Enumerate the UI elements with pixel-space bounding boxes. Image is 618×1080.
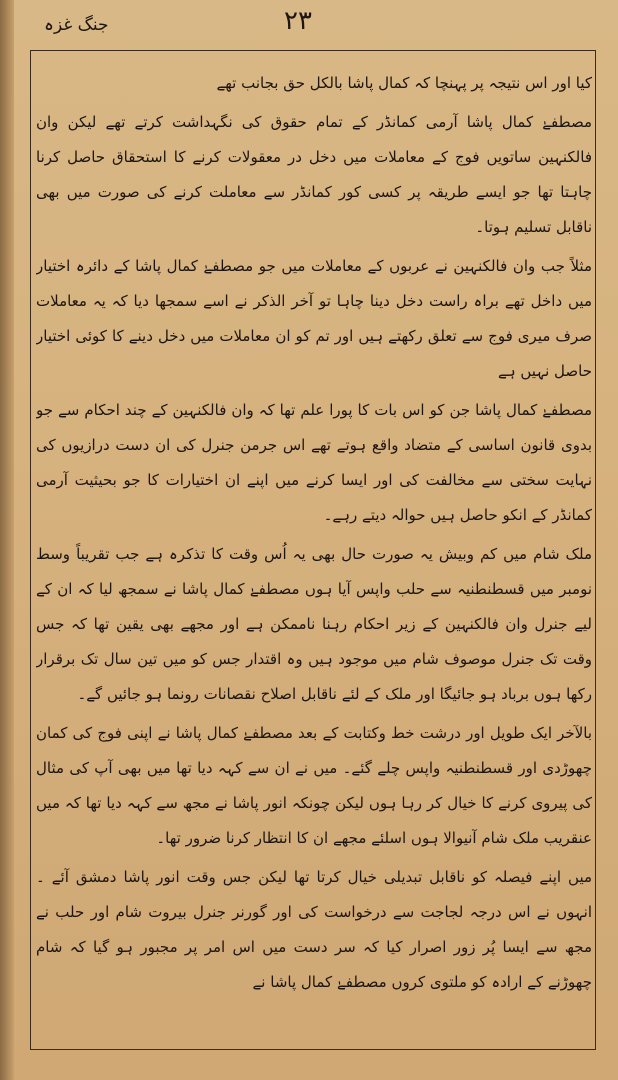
paragraph: مثلاً جب وان فالکنہین نے عربوں کے معاملات میں جو مصطفےٰ کمال پاشا کے دائرہ اختیار میں داخل تھے براہ راست دخل دینا چاہا تو آخر الذکر نے اسے سمجھا دیا کہ یہ معاملات صرف میری فوج سے تعلق رکھتے ہیں اور تم کو ان معاملات میں دخل دینے کا کوئی اختیار حاصل نہیں ہے: [36, 257, 592, 380]
paragraph: میں اپنے فیصلہ کو ناقابل تبدیلی خیال کرتا تھا لیکن جس وقت انور پاشا دمشق آئے ۔ انہوں نے اس درجہ لجاجت سے درخواست کی اور گورنر جنرل بیروت شام اور حلب نے مجھ سے ایسا پُر زور اصرار کیا کہ سر دست میں اس امر پر مجبور ہو گیا کہ شام چھوڑنے کے ارادہ کو ملتوی کروں مصطفےٰ کمال پاشا نے: [36, 868, 592, 991]
page-binding-edge: [0, 0, 14, 1080]
paragraph: ملک شام میں کم وبیش یہ صورت حال بھی یہ اُس وقت کا تذکرہ ہے جب تقریباً وسط نومبر میں قسطنطنیہ سے حلب واپس آیا ہوں مصطفےٰ کمال پاشا نے سمجھ لیا کہ ان کے لیے جنرل وان فالکنہین کے زیر احکام رہنا ناممکن ہے اور مجھے بھی یقین تھا کہ جس وقت تک جنرل موصوف شام میں موجود ہیں وہ اقتدار جس کو میں تین سال تک برقرار رکھا ہوں برباد ہو جائیگا اور ملک کے لئے ناقابل اصلاح نقصانات رونما ہو جائیں گے۔: [36, 545, 592, 703]
paragraph: کیا اور اس نتیجہ پر پہنچا کہ کمال پاشا بالکل حق بجانب تھے: [216, 74, 592, 92]
body-text: [36, 66, 592, 1041]
paragraph: مصطفےٰ کمال پاشا آرمی کمانڈر کے تمام حقوق کی نگہداشت کرتے تھے لیکن وان فالکنہین ساتویں فوج کے معاملات میں دخل در معقولات کرنے کا استحقاق حاصل کرنا چاہتا تھا جو ایسے طریقہ پر کسی کور کمانڈر سے معاملت کرنے کی صورت میں بھی ناقابل تسلیم ہوتا۔: [36, 113, 592, 236]
paragraph: بالآخر ایک طویل اور درشت خط وکتابت کے بعد مصطفےٰ کمال پاشا نے اپنی فوج کی کمان چھوڑدی اور قسطنطنیہ واپس چلے گئے۔ میں نے ان سے کہہ دیا تھا میں بھی آپ کی مثال کی پیروی کرنے کا خیال کر رہا ہوں لیکن چونکہ انور پاشا نے مجھ سے کہہ دیا تھا کہ میں عنقریب ملک شام آنیوالا ہوں اسلئے مجھے ان کا انتظار کرنا ضرور تھا۔: [36, 724, 592, 847]
paragraph: مصطفےٰ کمال پاشا جن کو اس بات کا پورا علم تھا کہ وان فالکنہین کے چند احکام سے جو بدوی قانون اساسی کے متضاد واقع ہوتے تھے اس جرمن جنرل کی ان دست درازیوں کی نہایت سختی سے مخالفت کی اور ایسا کرنے میں اپنے ان اختیارات کا جو بحیثیت آرمی کمانڈر کے انکو حاصل ہیں حوالہ دیتے رہے۔: [36, 401, 592, 524]
book-title: جنگ غزہ: [44, 15, 109, 35]
page-header: [0, 6, 618, 46]
page-number: ۲۳: [284, 6, 312, 36]
